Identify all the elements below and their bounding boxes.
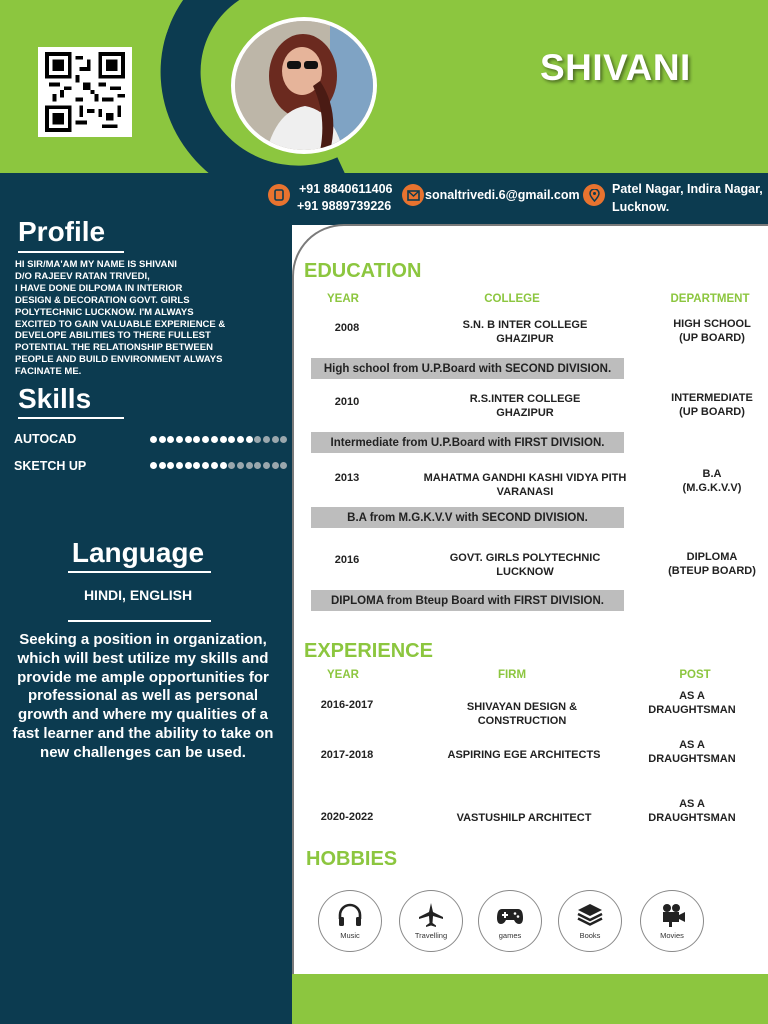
edu-note: Intermediate from U.P.Board with FIRST DIVISION. — [311, 432, 624, 453]
edu-department: B.A (M.G.K.V.V) — [682, 468, 742, 494]
skill-dot — [202, 436, 209, 443]
headphones-icon — [336, 902, 364, 928]
airplane-icon — [417, 902, 445, 928]
edu-year: 2010 — [334, 396, 360, 408]
edu-year: 2013 — [334, 472, 360, 484]
hobby-label: Music — [340, 931, 360, 940]
career-objective: Seeking a position in organization, which will best utilize my skills and provide me ample opportunities for professional as well as personal growth and where my qualities of a fast learner and the ability to take on new challenges can be used. — [12, 631, 274, 761]
experience-col-firm: FIRM — [497, 669, 527, 681]
skill-dot — [167, 436, 174, 443]
address-line-1: Patel Nagar, Indira Nagar, — [612, 182, 763, 196]
language-heading: Language — [71, 537, 205, 568]
skill-dot — [167, 462, 174, 469]
skill-rating-autocad — [150, 436, 287, 443]
edu-note: DIPLOMA from Bteup Board with FIRST DIVISION. — [311, 590, 624, 611]
experience-col-year: YEAR — [327, 669, 359, 681]
edu-year: 2016 — [334, 554, 360, 566]
hobby-movies — [640, 890, 704, 952]
skill-label-autocad: AUTOCAD — [14, 432, 77, 446]
hobby-books — [558, 890, 622, 952]
exp-year: 2020-2022 — [320, 811, 374, 823]
hobby-label: Books — [579, 931, 601, 940]
exp-firm: ASPIRING EGE ARCHITECTS — [447, 749, 601, 761]
skill-dot — [246, 462, 253, 469]
camera-icon — [658, 902, 686, 928]
skill-dot — [263, 462, 270, 469]
hobby-travelling — [399, 890, 463, 952]
skill-dot — [237, 436, 244, 443]
education-col-college: COLLEGE — [484, 293, 540, 305]
phone-number-2[interactable]: +91 9889739226 — [297, 199, 392, 213]
skill-dot — [254, 462, 261, 469]
language-value: HINDI, ENGLISH — [83, 587, 193, 603]
exp-year: 2017-2018 — [320, 749, 374, 761]
edu-college: R.S.INTER COLLEGE GHAZIPUR — [469, 393, 581, 419]
skill-dot — [211, 436, 218, 443]
skill-dot — [220, 436, 227, 443]
profile-heading: Profile — [18, 216, 106, 247]
skill-rating-sketchup — [150, 462, 287, 469]
edu-college: MAHATMA GANDHI KASHI VIDYA PITH VARANASI — [423, 472, 627, 498]
skill-dot — [185, 436, 192, 443]
education-col-department: DEPARTMENT — [670, 293, 750, 305]
skill-dot — [176, 436, 183, 443]
edu-year: 2008 — [334, 322, 360, 334]
skill-label-sketchup: SKETCH UP — [14, 459, 87, 473]
education-col-year: YEAR — [327, 293, 359, 305]
skills-heading: Skills — [18, 383, 92, 414]
edu-note: High school from U.P.Board with SECOND DIVISION. — [311, 358, 624, 379]
profile-underline — [18, 251, 124, 253]
email-icon — [402, 184, 424, 206]
skill-dot — [176, 462, 183, 469]
skill-dot — [280, 436, 287, 443]
skill-dot — [280, 462, 287, 469]
skill-dot — [185, 462, 192, 469]
skill-dot — [228, 462, 235, 469]
qr-code[interactable] — [38, 47, 132, 137]
skill-dot — [272, 436, 279, 443]
skills-underline — [18, 417, 124, 419]
skill-dot — [272, 462, 279, 469]
address-line-2: Lucknow. — [612, 200, 670, 214]
gamepad-icon — [496, 902, 524, 928]
skill-dot — [202, 462, 209, 469]
skill-dot — [159, 436, 166, 443]
exp-post: AS A DRAUGHTSMAN — [648, 690, 736, 716]
exp-year: 2016-2017 — [320, 699, 374, 711]
exp-firm: SHIVAYAN DESIGN & CONSTRUCTION — [466, 701, 578, 727]
location-icon — [583, 184, 605, 206]
skill-dot — [150, 436, 157, 443]
skill-dot — [246, 436, 253, 443]
exp-firm: VASTUSHILP ARCHITECT — [456, 812, 592, 824]
hobby-label: games — [498, 931, 522, 940]
hobby-music — [318, 890, 382, 952]
skill-dot — [228, 436, 235, 443]
edu-note: B.A from M.G.K.V.V with SECOND DIVISION. — [311, 507, 624, 528]
edu-college: S.N. B INTER COLLEGE GHAZIPUR — [462, 319, 588, 345]
edu-department: DIPLOMA (BTEUP BOARD) — [668, 551, 756, 577]
skill-dot — [263, 436, 270, 443]
footer-band — [292, 974, 768, 1024]
experience-col-post: POST — [679, 669, 711, 681]
language-value-underline — [68, 620, 211, 622]
phone-number-1[interactable]: +91 8840611406 — [299, 182, 393, 196]
edu-department: HIGH SCHOOL (UP BOARD) — [673, 318, 751, 344]
education-heading: EDUCATION — [304, 260, 422, 282]
email-link[interactable]: sonaltrivedi.6@gmail.com — [425, 188, 580, 202]
exp-post: AS A DRAUGHTSMAN — [648, 798, 736, 824]
books-icon — [576, 902, 604, 928]
skill-dot — [159, 462, 166, 469]
phone-icon — [268, 184, 290, 206]
candidate-name: SHIVANI — [540, 47, 691, 88]
skill-dot — [211, 462, 218, 469]
skill-dot — [220, 462, 227, 469]
hobby-label: Travelling — [414, 931, 448, 940]
edu-department: INTERMEDIATE (UP BOARD) — [671, 392, 753, 418]
experience-heading: EXPERIENCE — [304, 640, 433, 662]
skill-dot — [254, 436, 261, 443]
language-underline — [68, 571, 211, 573]
skill-dot — [193, 462, 200, 469]
edu-college: GOVT. GIRLS POLYTECHNIC LUCKNOW — [449, 552, 601, 578]
skill-dot — [150, 462, 157, 469]
hobby-label: Movies — [660, 931, 684, 940]
hobbies-heading: HOBBIES — [306, 848, 398, 870]
skill-dot — [237, 462, 244, 469]
profile-text: HI SIR/MA'AM MY NAME IS SHIVANI D/O RAJEEV RATAN TRIVEDI, I HAVE DONE DILPOMA IN INTERIOR DESIGN & DECORATION GOVT. GIRLS POLYTECHNIC LUCKNOW. I'M ALWAYS EXCITED TO GAIN VALUABLE EXPERIENCE & DEVELOPE ABILITIES TO THERE FULLEST POTENTIAL THE RELATIONSHIP BETWEEN PEOPLE AND BUILD ENVIRONMENT ALWAYS FACINATE ME. — [15, 259, 226, 378]
skill-dot — [193, 436, 200, 443]
hobby-games — [478, 890, 542, 952]
profile-photo — [231, 17, 377, 154]
exp-post: AS A DRAUGHTSMAN — [648, 739, 736, 765]
